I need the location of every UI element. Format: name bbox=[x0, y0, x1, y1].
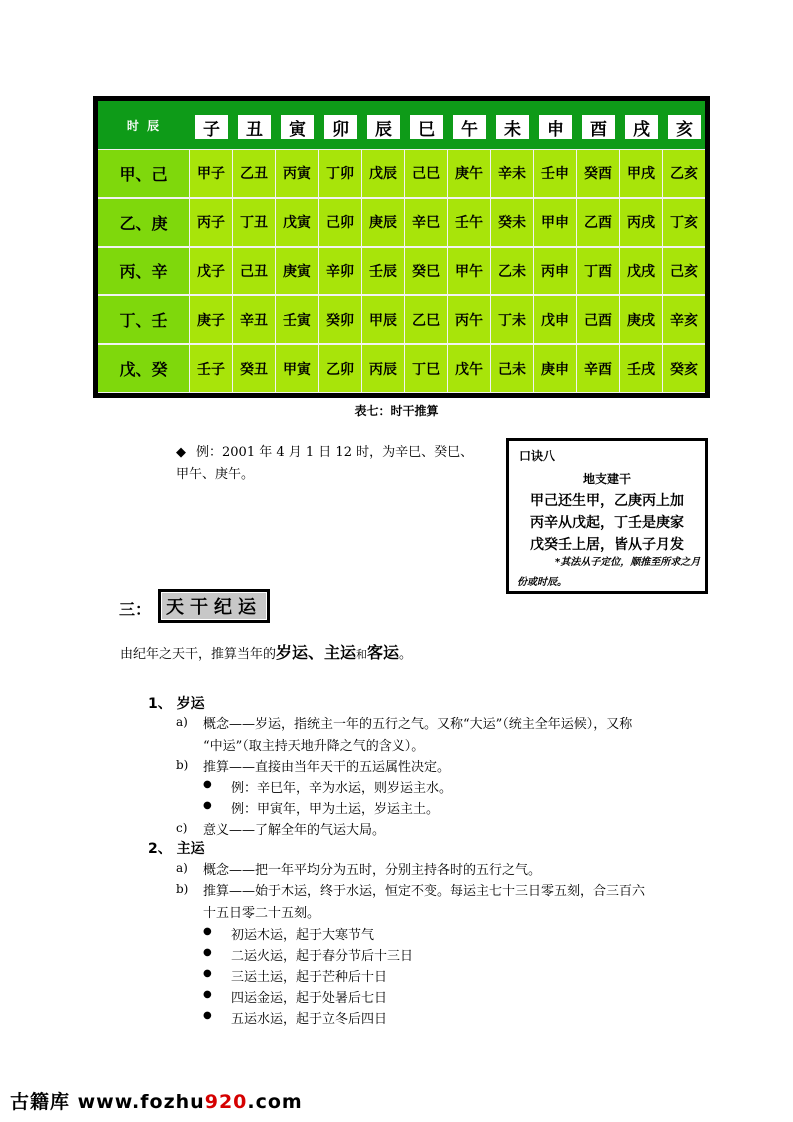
item-mark: a) bbox=[176, 861, 188, 875]
zhuyun-item: 五运水运，起于立冬后四日 bbox=[231, 1012, 388, 1027]
item-mark: a) bbox=[176, 715, 188, 729]
mnemonic-subtitle: 地支建干 bbox=[582, 472, 631, 486]
table-cell: 丁丑 bbox=[233, 199, 275, 246]
bullet-icon: ● bbox=[203, 989, 212, 1000]
table-cell: 戊子 bbox=[190, 248, 232, 295]
heading-zhuyun: 2、 主运 bbox=[148, 841, 205, 857]
zhuyun-item: 四运金运，起于处暑后七日 bbox=[231, 991, 388, 1006]
table-cell: 丙午 bbox=[448, 296, 490, 343]
bullet-icon: ● bbox=[203, 800, 212, 811]
mnemonic-line: 戊癸壬上居，皆从子月发 bbox=[530, 537, 684, 553]
watermark-text: 古籍库 www.fozhu bbox=[10, 1091, 205, 1113]
example-paragraph bbox=[176, 442, 486, 486]
table-cell: 壬辰 bbox=[362, 248, 404, 295]
branch-header-cell: 辰 bbox=[366, 114, 401, 140]
section-title-box bbox=[158, 589, 270, 623]
suiyun-calc-line: 推算——直接由当年天干的五运属性决定。 bbox=[203, 760, 451, 775]
table-cell: 己巳 bbox=[405, 150, 447, 197]
item-mark: c) bbox=[176, 821, 188, 835]
table-cell: 丙寅 bbox=[276, 150, 318, 197]
suiyun-example-2: 例：甲寅年，甲为土运，岁运主土。 bbox=[231, 802, 440, 817]
branch-header-cell: 戌 bbox=[624, 114, 659, 140]
table-cell: 戊戌 bbox=[620, 248, 662, 295]
table-caption: 表七：时干推算 bbox=[354, 404, 439, 418]
zhuyun-calc-line-1: 推算——始于木运，终于水运，恒定不变。每运主七十三日零五刻，合三百六 bbox=[203, 884, 646, 899]
stem-cell: 丁、壬 bbox=[98, 296, 189, 343]
branch-header-cell: 巳 bbox=[409, 114, 444, 140]
example-line-2: 甲午、庚午。 bbox=[176, 467, 255, 482]
table-cell: 甲子 bbox=[190, 150, 232, 197]
intro-suffix: 。 bbox=[399, 647, 413, 662]
table-cell: 壬申 bbox=[534, 150, 576, 197]
table-cell: 丁未 bbox=[491, 296, 533, 343]
section-number: 三： bbox=[119, 600, 152, 619]
table-cell: 己未 bbox=[491, 345, 533, 392]
zhuyun-item: 初运木运，起于大寒节气 bbox=[231, 928, 375, 943]
table-cell: 丙子 bbox=[190, 199, 232, 246]
stem-cell: 戊、癸 bbox=[98, 345, 189, 392]
table-cell: 戊辰 bbox=[362, 150, 404, 197]
table-cell: 乙巳 bbox=[405, 296, 447, 343]
mnemonic-note: *其法从子定位，顺推至所求之月份或时辰。 bbox=[517, 557, 701, 588]
mnemonic-box bbox=[506, 438, 708, 594]
table-cell: 乙丑 bbox=[233, 150, 275, 197]
suiyun-meaning-line: 意义——了解全年的气运大局。 bbox=[203, 823, 386, 838]
table-cell: 庚子 bbox=[190, 296, 232, 343]
table-cell: 癸卯 bbox=[319, 296, 361, 343]
branch-header-cell: 子 bbox=[194, 114, 229, 140]
branch-header-cell: 申 bbox=[538, 114, 573, 140]
table-cell: 丙辰 bbox=[362, 345, 404, 392]
mnemonic-line: 甲己还生甲，乙庚丙上加 bbox=[530, 493, 684, 509]
bullet-icon: ● bbox=[203, 926, 212, 937]
stem-cell: 乙、庚 bbox=[98, 199, 189, 246]
branch-header-cell: 卯 bbox=[323, 114, 358, 140]
table-cell: 癸丑 bbox=[233, 345, 275, 392]
table-cell: 辛丑 bbox=[233, 296, 275, 343]
table-cell: 辛未 bbox=[491, 150, 533, 197]
branch-header-cell: 寅 bbox=[280, 114, 315, 140]
item-mark: b) bbox=[176, 882, 189, 896]
table-cell: 辛亥 bbox=[663, 296, 705, 343]
suiyun-concept-line-2: “中运”（取主持天地升降之气的含义）。 bbox=[203, 739, 425, 754]
table-cell: 癸未 bbox=[491, 199, 533, 246]
table-cell: 癸亥 bbox=[663, 345, 705, 392]
table-cell: 丙戌 bbox=[620, 199, 662, 246]
branch-header-cell: 酉 bbox=[581, 114, 616, 140]
time-stem-table bbox=[93, 96, 710, 398]
table-cell: 庚辰 bbox=[362, 199, 404, 246]
intro-bold-2: 客运 bbox=[367, 643, 400, 662]
suiyun-concept-line-1: 概念——岁运，指统主一年的五行之气。又称“大运”（统主全年运候），又称 bbox=[203, 717, 633, 732]
branch-header-cell: 午 bbox=[452, 114, 487, 140]
table-cell: 丁酉 bbox=[577, 248, 619, 295]
table-cell: 戊申 bbox=[534, 296, 576, 343]
section-title: 天干纪运 bbox=[161, 592, 267, 620]
watermark-number: 920 bbox=[204, 1091, 248, 1113]
table-cell: 癸巳 bbox=[405, 248, 447, 295]
intro-and: 和 bbox=[356, 648, 368, 661]
bullet-icon: ● bbox=[203, 1010, 212, 1021]
table-cell: 甲寅 bbox=[276, 345, 318, 392]
table-cell: 庚戌 bbox=[620, 296, 662, 343]
diamond-bullet-icon: ◆ bbox=[176, 445, 186, 460]
table-cell: 乙未 bbox=[491, 248, 533, 295]
branch-header-cell: 未 bbox=[495, 114, 530, 140]
table-cell: 己丑 bbox=[233, 248, 275, 295]
table-cell: 乙卯 bbox=[319, 345, 361, 392]
table-cell: 壬戌 bbox=[620, 345, 662, 392]
stem-cell: 丙、辛 bbox=[98, 248, 189, 295]
table-cell: 癸酉 bbox=[577, 150, 619, 197]
table-cell: 丁卯 bbox=[319, 150, 361, 197]
table-cell: 丁巳 bbox=[405, 345, 447, 392]
site-watermark bbox=[10, 1087, 303, 1114]
table-cell: 壬午 bbox=[448, 199, 490, 246]
table-cell: 甲午 bbox=[448, 248, 490, 295]
table-cell: 丁亥 bbox=[663, 199, 705, 246]
table-cell: 辛酉 bbox=[577, 345, 619, 392]
table-cell: 乙亥 bbox=[663, 150, 705, 197]
table-cell: 壬寅 bbox=[276, 296, 318, 343]
table-cell: 辛巳 bbox=[405, 199, 447, 246]
table-cell: 庚申 bbox=[534, 345, 576, 392]
table-cell: 己亥 bbox=[663, 248, 705, 295]
intro-text: 由纪年之天干，推算当年的 bbox=[120, 647, 277, 662]
table-cell: 甲申 bbox=[534, 199, 576, 246]
watermark-domain: .com bbox=[247, 1091, 303, 1113]
example-line-1: 例：2001 年 4 月 1 日 12 时，为辛巳、癸巳、 bbox=[196, 445, 474, 460]
zhuyun-item: 三运土运，起于芒种后十日 bbox=[231, 970, 388, 985]
table-cell: 辛卯 bbox=[319, 248, 361, 295]
table-grid bbox=[98, 101, 705, 393]
bullet-icon: ● bbox=[203, 968, 212, 979]
table-cell: 甲辰 bbox=[362, 296, 404, 343]
table-cell: 甲戌 bbox=[620, 150, 662, 197]
table-cell: 丙申 bbox=[534, 248, 576, 295]
zhuyun-item: 二运火运，起于春分节后十三日 bbox=[231, 949, 414, 964]
suiyun-example-1: 例：辛巳年，辛为水运，则岁运主水。 bbox=[231, 781, 453, 796]
table-header-label: 时 辰 bbox=[98, 101, 190, 149]
table-cell: 己酉 bbox=[577, 296, 619, 343]
bullet-icon: ● bbox=[203, 947, 212, 958]
table-cell: 己卯 bbox=[319, 199, 361, 246]
zhuyun-concept-line: 概念——把一年平均分为五时，分别主持各时的五行之气。 bbox=[203, 863, 542, 878]
zhuyun-calc-line-2: 十五日零二十五刻。 bbox=[203, 906, 321, 921]
section-intro bbox=[120, 640, 412, 663]
table-cell: 戊午 bbox=[448, 345, 490, 392]
item-mark: b) bbox=[176, 758, 189, 772]
mnemonic-line: 丙辛从戊起，丁壬是庚家 bbox=[530, 515, 684, 531]
bullet-icon: ● bbox=[203, 779, 212, 790]
stem-cell: 甲、己 bbox=[98, 150, 189, 197]
table-cell: 壬子 bbox=[190, 345, 232, 392]
mnemonic-title: 口诀八 bbox=[519, 449, 556, 463]
table-cell: 庚寅 bbox=[276, 248, 318, 295]
table-cell: 乙酉 bbox=[577, 199, 619, 246]
table-cell: 戊寅 bbox=[276, 199, 318, 246]
branch-header-cell: 亥 bbox=[667, 114, 702, 140]
heading-suiyun: 1、 岁运 bbox=[148, 696, 205, 712]
branch-header-cell: 丑 bbox=[237, 114, 272, 140]
table-cell: 庚午 bbox=[448, 150, 490, 197]
intro-bold-1: 岁运、主运 bbox=[276, 643, 357, 662]
